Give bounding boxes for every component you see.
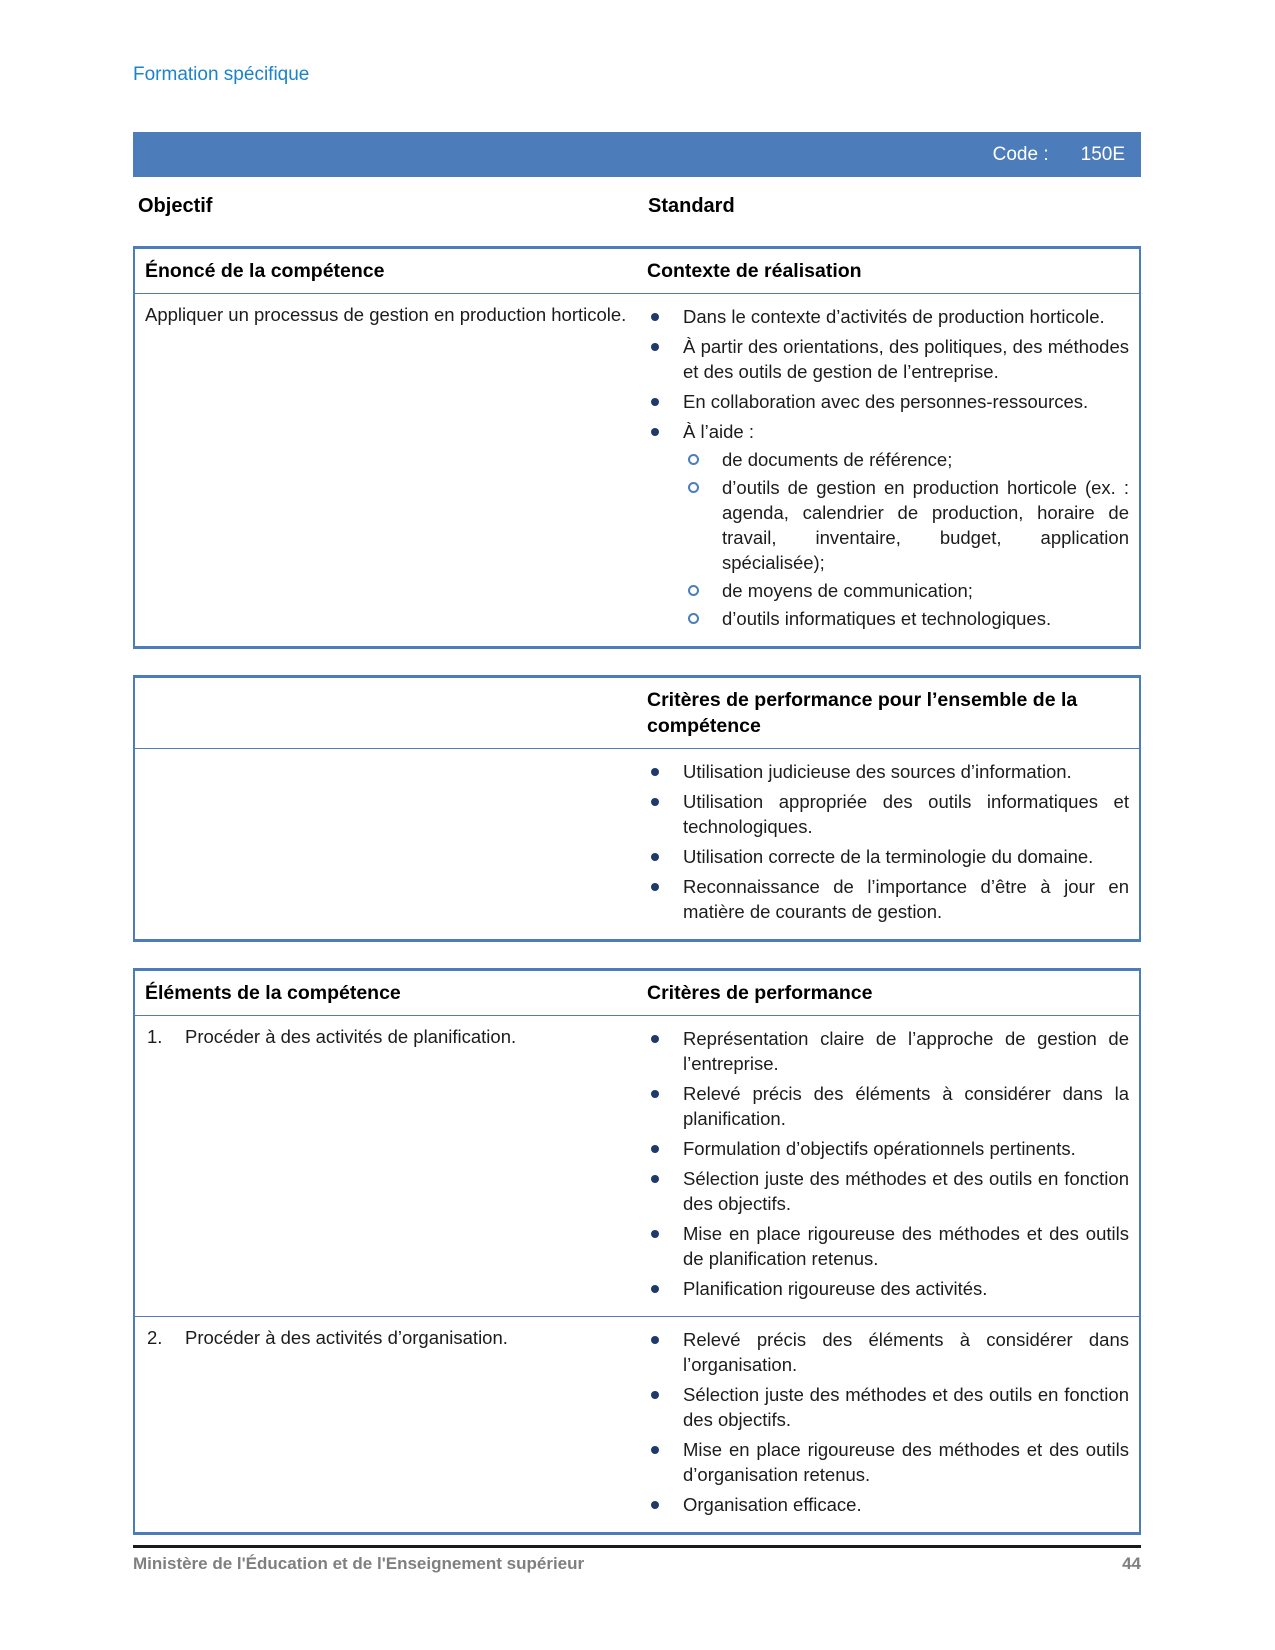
page-footer (133, 1545, 1141, 1575)
list-item (647, 334, 1129, 384)
contexte-cell (637, 294, 1139, 646)
table-header-row (135, 678, 1139, 748)
bullet-text: Utilisation judicieuse des sources d’information. (683, 761, 1072, 782)
list-item (647, 419, 1129, 631)
list-item (647, 1276, 1129, 1301)
bullet-text: Représentation claire de l’approche de gestion de l’entreprise. (683, 1028, 1129, 1074)
competence-statement: Appliquer un processus de gestion en production horticole. (145, 304, 627, 325)
bullet-text: En collaboration avec des personnes-ressources. (683, 391, 1089, 412)
header-criteres-ensemble: Critères de performance pour l’ensemble de la compétence (647, 689, 1078, 737)
header-contexte: Contexte de réalisation (647, 260, 862, 282)
sub-bullet-text: d’outils de gestion en production horticole (ex. : agenda, calendrier de production, horaire de travail, inventaire, budget, application spécialisée); (722, 477, 1129, 573)
table-elements-criteres (133, 968, 1141, 1535)
bullet-text: Relevé précis des éléments à considérer dans la planification. (683, 1083, 1129, 1129)
element-item (145, 1325, 627, 1350)
code-header-bar (133, 132, 1141, 177)
bullet-text: Mise en place rigoureuse des méthodes et des outils de planification retenus. (683, 1223, 1129, 1269)
bullet-text: Reconnaissance de l’importance d’être à jour en matière de courants de gestion. (683, 876, 1129, 922)
bullet-text: Formulation d’objectifs opérationnels pertinents. (683, 1138, 1076, 1159)
header-elements: Éléments de la compétence (145, 982, 401, 1004)
bullet-text: Dans le contexte d’activités de production horticole. (683, 306, 1105, 327)
column-labels (133, 193, 1141, 220)
element-text: Procéder à des activités de planification. (185, 1026, 517, 1047)
sub-bullet-text: de documents de référence; (722, 449, 953, 470)
table-criteres-ensemble (133, 675, 1141, 942)
table-header-row (135, 249, 1139, 293)
list-item (647, 844, 1129, 869)
element-cell (135, 1016, 637, 1316)
section-eyebrow: Formation spécifique (133, 64, 310, 85)
bullet-text: Relevé précis des éléments à considérer dans l’organisation. (683, 1329, 1129, 1375)
list-item (647, 1221, 1129, 1271)
criteres-ensemble-cell (637, 749, 1139, 939)
criteres-bullet-list (647, 759, 1129, 924)
bullet-text: Utilisation appropriée des outils informatiques et technologiques. (683, 791, 1129, 837)
table-header-row (135, 971, 1139, 1015)
list-item (647, 759, 1129, 784)
list-item (647, 874, 1129, 924)
code-value: 150E (1080, 143, 1125, 165)
sub-bullet-text: d’outils informatiques et technologiques. (722, 608, 1052, 629)
objectif-label: Objectif (138, 195, 213, 217)
bullet-text: Organisation efficace. (683, 1494, 862, 1515)
empty-header-cell (135, 678, 637, 748)
element-number: 1. (147, 1026, 163, 1047)
bullet-text: Utilisation correcte de la terminologie du domaine. (683, 846, 1094, 867)
criteres-cell (637, 1317, 1139, 1532)
list-item (683, 447, 1129, 472)
bullet-text: À partir des orientations, des politiques, des méthodes et des outils de gestion de l’entreprise. (683, 336, 1129, 382)
element-text: Procéder à des activités d’organisation. (185, 1327, 508, 1348)
table-body-row (135, 748, 1139, 939)
criteres-bullet-list (647, 1327, 1129, 1517)
list-item (647, 1166, 1129, 1216)
list-item (683, 606, 1129, 631)
criteres-cell (637, 1016, 1139, 1316)
list-item (647, 1136, 1129, 1161)
contexte-bullet-list (647, 304, 1129, 631)
header-enonce: Énoncé de la compétence (145, 260, 385, 282)
page-number: 44 (1122, 1554, 1141, 1573)
sub-bullet-text: de moyens de communication; (722, 580, 973, 601)
page-content (133, 0, 1141, 1535)
list-item (647, 1081, 1129, 1131)
element-cell (135, 1317, 637, 1532)
list-item (647, 789, 1129, 839)
standard-label: Standard (648, 195, 735, 217)
table-row (135, 1015, 1139, 1316)
criteres-bullet-list (647, 1026, 1129, 1301)
list-item (647, 1327, 1129, 1377)
table-body-row (135, 293, 1139, 646)
bullet-text: Mise en place rigoureuse des méthodes et des outils d’organisation retenus. (683, 1439, 1129, 1485)
aide-sub-list (683, 447, 1129, 631)
list-item (647, 389, 1129, 414)
bullet-text: Sélection juste des méthodes et des outils en fonction des objectifs. (683, 1168, 1129, 1214)
table-row (135, 1316, 1139, 1532)
list-item (647, 1382, 1129, 1432)
code-label: Code : (992, 143, 1049, 165)
list-item (647, 1026, 1129, 1076)
empty-cell (135, 749, 637, 939)
bullet-text: À l’aide : (683, 421, 754, 442)
footer-ministry: Ministère de l'Éducation et de l'Enseignement supérieur (133, 1554, 585, 1573)
table-enonce-contexte (133, 246, 1141, 649)
bullet-text: Planification rigoureuse des activités. (683, 1278, 988, 1299)
list-item (647, 1437, 1129, 1487)
element-item (145, 1024, 627, 1049)
list-item (647, 1492, 1129, 1517)
bullet-text: Sélection juste des méthodes et des outils en fonction des objectifs. (683, 1384, 1129, 1430)
list-item (683, 475, 1129, 575)
list-item (647, 304, 1129, 329)
list-item (683, 578, 1129, 603)
element-number: 2. (147, 1327, 163, 1348)
header-criteres: Critères de performance (647, 982, 873, 1004)
